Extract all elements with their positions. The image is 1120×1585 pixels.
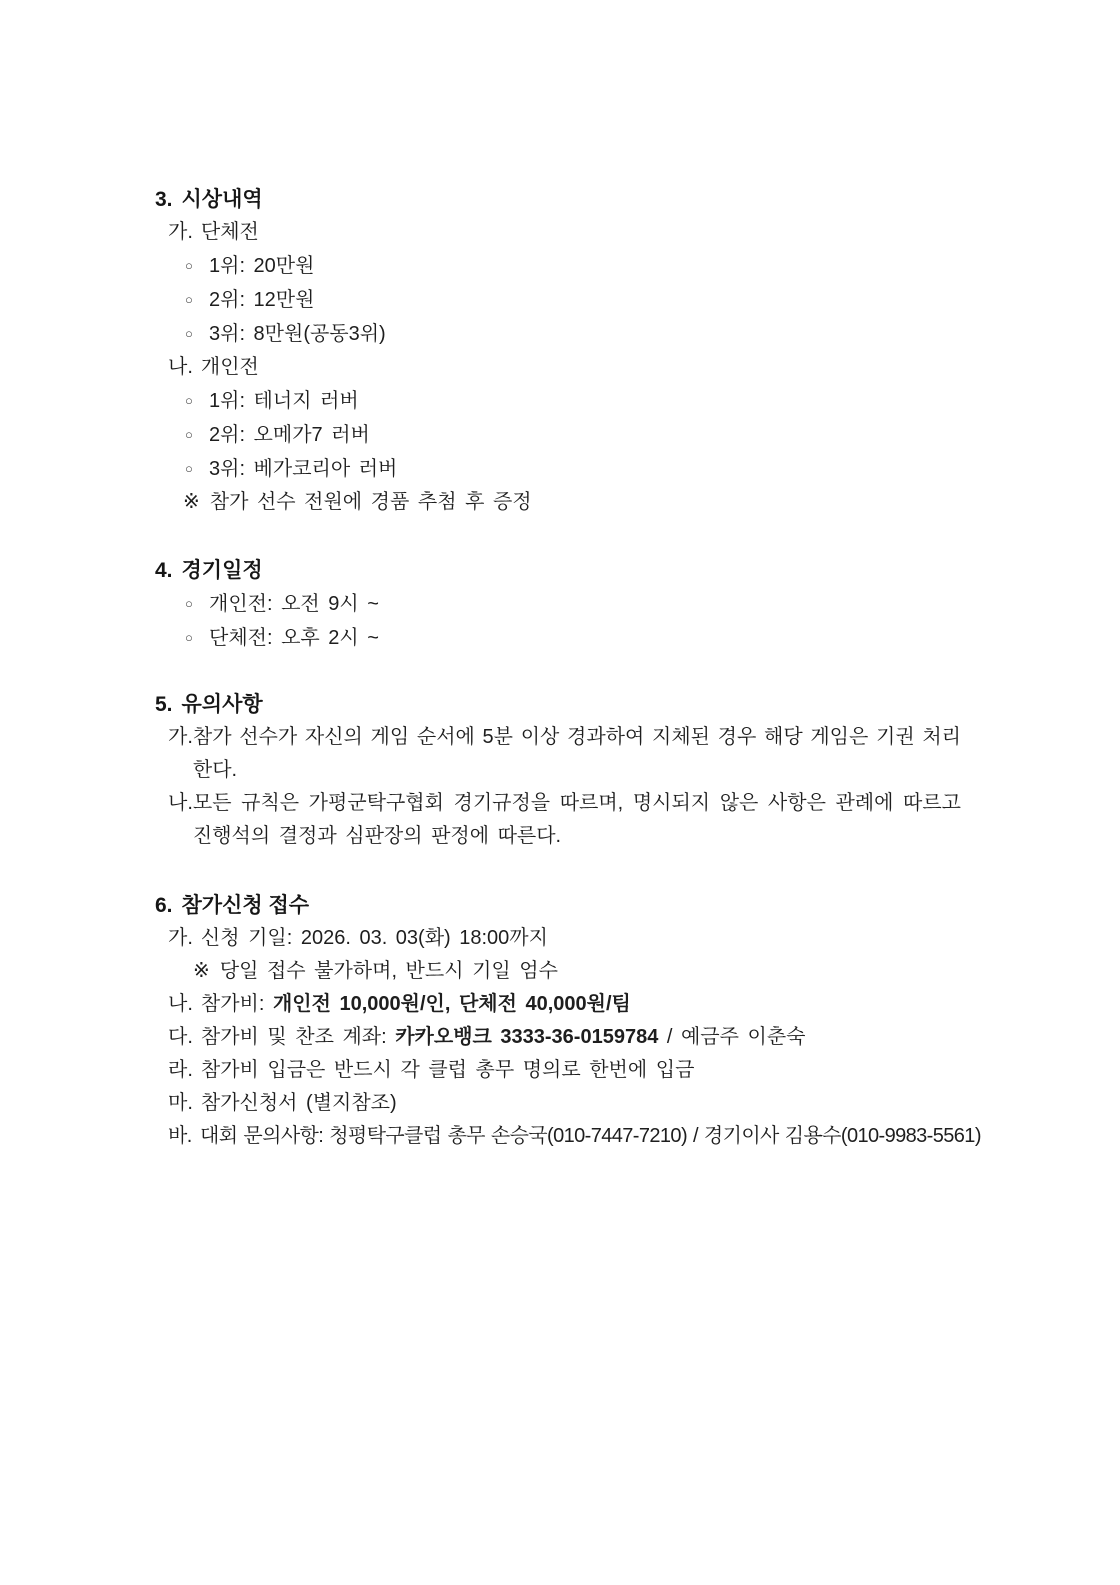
awards-individual-prize-3 xyxy=(155,452,961,486)
account-holder: / 예금주 이춘숙 xyxy=(658,1026,806,1048)
registration-contact xyxy=(155,1120,981,1153)
notice-body xyxy=(193,721,961,787)
awards-team-label-row xyxy=(155,216,961,249)
prize-text: 3위: 베가코리아 러버 xyxy=(209,458,398,480)
notice-body xyxy=(193,787,961,853)
awards-team-prize-2 xyxy=(155,283,961,317)
prize-text: 2위: 12만원 xyxy=(209,289,315,311)
section-title: 시상내역 xyxy=(181,188,263,211)
contact-text: 대회 문의사항: 청평탁구클럽 총무 손승국(010-7447-7210) / 경기이사 김용수(010-9983-5561) xyxy=(200,1125,981,1147)
section-number: 3. xyxy=(155,188,173,211)
note-marker-icon: ※ xyxy=(193,960,210,982)
awards-team-name: 단체전 xyxy=(200,221,259,243)
schedule-text: 단체전: 오후 2시 ~ xyxy=(209,627,379,649)
prize-text: 1위: 테너지 러버 xyxy=(209,390,359,412)
section-awards-heading xyxy=(155,183,961,216)
section-registration-heading xyxy=(155,889,961,922)
item-label: 가. xyxy=(168,927,193,949)
note-marker-icon: ※ xyxy=(183,491,200,513)
item-label: 나. xyxy=(168,356,193,378)
note-text: 당일 접수 불가하며, 반드시 기일 엄수 xyxy=(219,960,558,982)
bullet-icon: ○ xyxy=(185,258,193,273)
section-title: 참가신청 접수 xyxy=(181,894,310,917)
notice-line: 참가 선수가 자신의 게임 순서에 5분 이상 경과하여 지체된 경우 해당 게임은 기권 처리 xyxy=(192,726,961,748)
awards-team-prize-3 xyxy=(155,317,961,351)
item-label: 라. xyxy=(168,1059,193,1081)
section-schedule xyxy=(155,554,961,655)
note-text: 참가 선수 전원에 경품 추첨 후 증정 xyxy=(209,491,532,513)
fee-text xyxy=(201,988,631,1021)
awards-team-prize-1 xyxy=(155,249,961,283)
prize-text: 1위: 20만원 xyxy=(209,255,315,277)
bullet-icon: ○ xyxy=(185,461,193,476)
fee-prefix: 참가비: xyxy=(200,993,273,1015)
bullet-icon: ○ xyxy=(185,630,193,645)
bullet-icon: ○ xyxy=(185,326,193,341)
schedule-text: 개인전: 오전 9시 ~ xyxy=(209,593,379,615)
deadline-text: 신청 기일: 2026. 03. 03(화) 18:00까지 xyxy=(200,927,548,949)
awards-individual-name: 개인전 xyxy=(200,356,259,378)
document-body xyxy=(155,183,981,1153)
item-label: 가. xyxy=(168,726,193,748)
section-title: 경기일정 xyxy=(181,559,263,582)
item-label: 나. xyxy=(168,993,193,1015)
notice-rules xyxy=(155,787,961,853)
item-label: 다. xyxy=(168,1026,193,1048)
awards-individual-prize-1 xyxy=(155,384,961,418)
item-label: 마. xyxy=(168,1092,193,1114)
section-number: 4. xyxy=(155,559,173,582)
section-registration xyxy=(155,889,981,1153)
item-label: 가. xyxy=(168,221,193,243)
bullet-icon: ○ xyxy=(185,292,193,307)
bullet-icon: ○ xyxy=(185,393,193,408)
prize-text: 3위: 8만원(공동3위) xyxy=(209,323,386,345)
registration-form xyxy=(155,1087,961,1120)
awards-individual-prize-2 xyxy=(155,418,961,452)
section-title: 유의사항 xyxy=(181,693,263,716)
awards-individual-label-row xyxy=(155,351,961,384)
account-number: 카카오뱅크 3333-36-0159784 xyxy=(395,1026,659,1048)
item-label: 바. xyxy=(168,1125,192,1147)
section-notices-heading xyxy=(155,688,961,721)
notice-forfeit xyxy=(155,721,961,787)
section-notices xyxy=(155,688,961,853)
registration-deadline-note xyxy=(155,955,961,988)
notice-line: 한다. xyxy=(192,759,238,781)
section-awards xyxy=(155,183,961,519)
fee-amounts: 개인전 10,000원/인, 단체전 40,000원/팀 xyxy=(272,993,631,1015)
form-text: 참가신청서 (별지참조) xyxy=(200,1092,397,1114)
bullet-icon: ○ xyxy=(185,596,193,611)
prize-text: 2위: 오메가7 러버 xyxy=(209,424,370,446)
registration-deadline xyxy=(155,922,961,955)
section-schedule-heading xyxy=(155,554,961,587)
payment-text: 참가비 입금은 반드시 각 클럽 총무 명의로 한번에 입금 xyxy=(200,1059,695,1081)
section-number: 5. xyxy=(155,693,173,716)
schedule-individual xyxy=(155,587,961,621)
notice-line: 진행석의 결정과 심판장의 판정에 따른다. xyxy=(192,825,562,847)
item-label: 나. xyxy=(168,792,193,814)
notice-line: 모든 규칙은 가평군탁구협회 경기규정을 따르며, 명시되지 않은 사항은 관례에 따르고 xyxy=(192,792,961,814)
registration-payment xyxy=(155,1054,961,1087)
registration-account xyxy=(155,1021,961,1054)
account-text xyxy=(201,1021,806,1054)
account-prefix: 참가비 및 찬조 계좌: xyxy=(200,1026,396,1048)
section-number: 6. xyxy=(155,894,173,917)
awards-note xyxy=(155,486,961,519)
schedule-team xyxy=(155,621,961,655)
registration-fee xyxy=(155,988,961,1021)
bullet-icon: ○ xyxy=(185,427,193,442)
